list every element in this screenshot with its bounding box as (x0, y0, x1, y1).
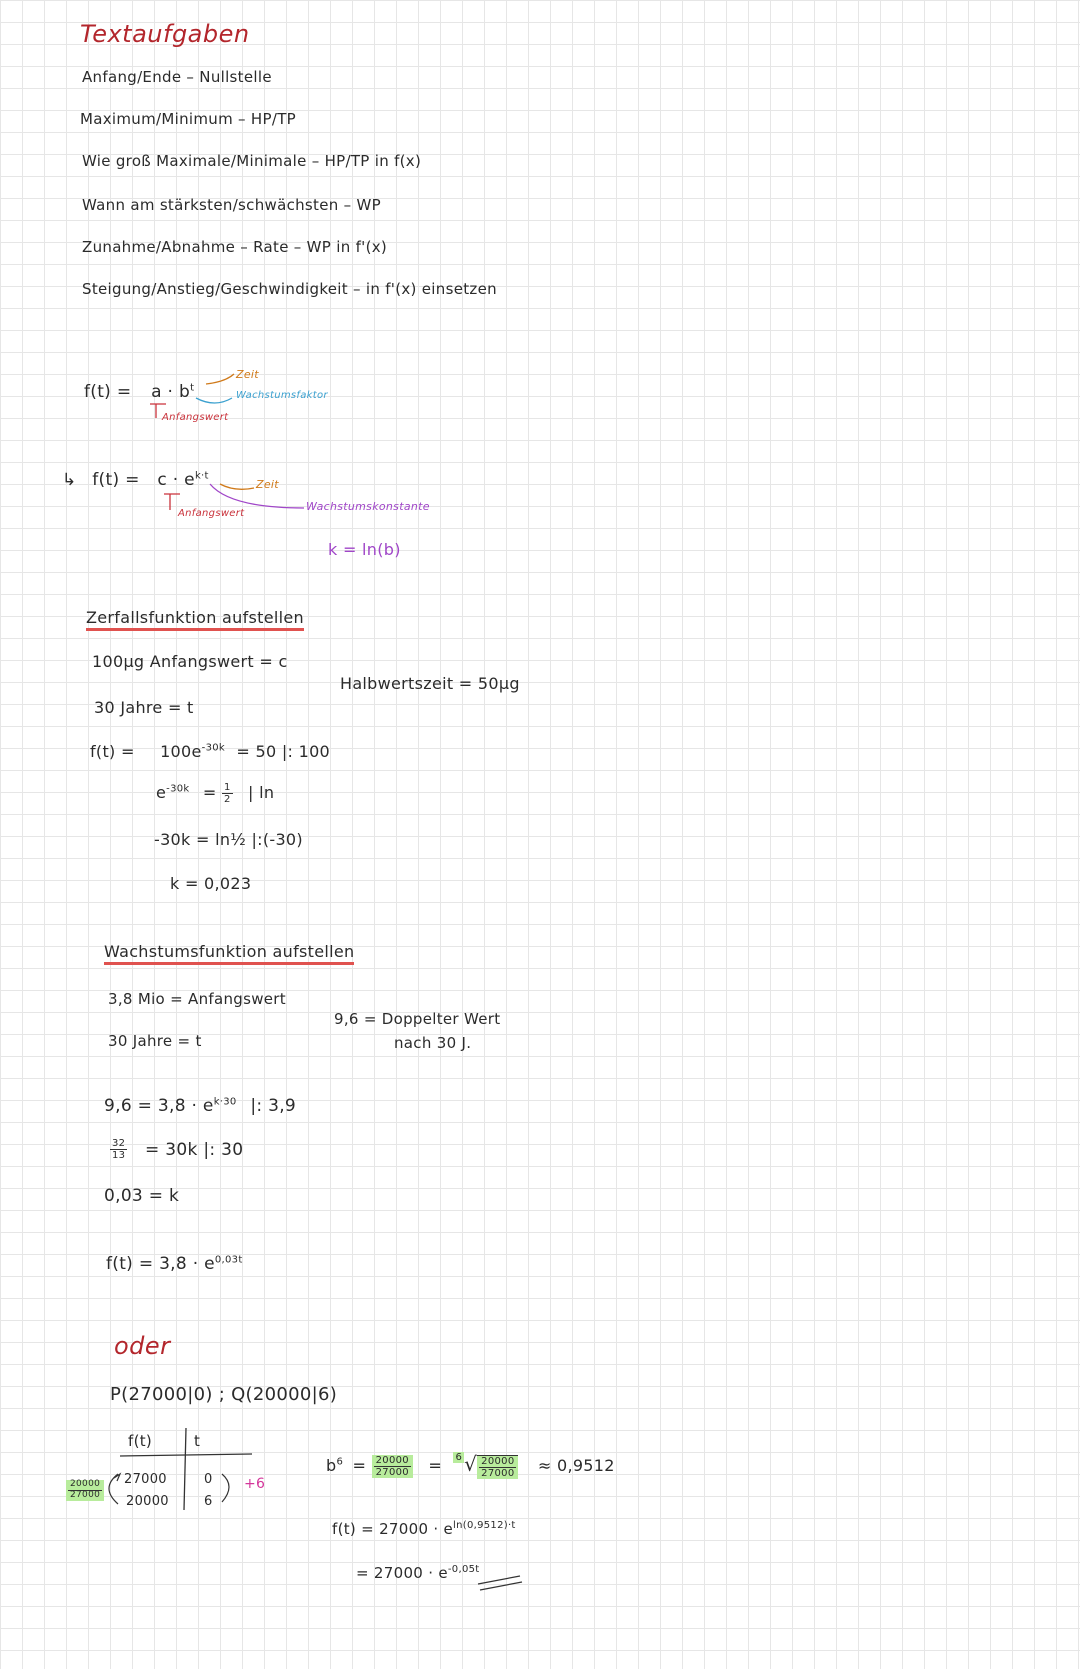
double-underline (478, 1576, 520, 1584)
table-cell: 27000 (124, 1472, 167, 1487)
frac-num: 1 (223, 782, 231, 793)
f1-lhs: f(t) = 27000 · e (332, 1520, 454, 1538)
wachstum-eq4-lhs: f(t) = 3,8 · e (106, 1254, 215, 1274)
b-fraction (372, 1455, 413, 1478)
curve-zeit-2 (220, 484, 254, 489)
frac-den: 27000 (481, 1467, 515, 1479)
zerfall-eq2-op: | ln (248, 783, 275, 802)
halbwertszeit: Halbwertszeit = 50µg (340, 674, 520, 693)
wachstum-line1: 3,8 Mio = Anfangswert (108, 990, 286, 1008)
zerfall-eq2-eq: = (202, 783, 217, 802)
curve-zeit (206, 374, 234, 384)
wachstum-eq3: 0,03 = k (104, 1186, 180, 1206)
table-cell: 20000 (126, 1494, 169, 1509)
rule-item: Wann am stärksten/schwächsten – WP (82, 196, 381, 214)
wachstum-eq2 (110, 1138, 243, 1161)
frac-den: 2 (223, 794, 231, 805)
section-heading-oder: oder (114, 1332, 171, 1360)
label-anfangswert: Anfangswert (162, 412, 229, 423)
arrow-icon: ↳ (62, 470, 77, 490)
curve-wachstum (196, 398, 232, 403)
rule-item: Steigung/Anstieg/Geschwindigkeit – in f'(x) einsetzen (82, 280, 497, 298)
brace-ratio (109, 1474, 118, 1504)
zerfall-eq4: k = 0,023 (170, 874, 252, 893)
table-cell: 0 (204, 1472, 213, 1487)
label-zeit-2: Zeit (256, 478, 279, 491)
wachstum-note1: 9,6 = Doppelter Wert (334, 1010, 501, 1028)
fraction-32-13 (110, 1138, 127, 1161)
section-heading-wachstum: Wachstumsfunktion aufstellen (104, 942, 354, 965)
ratio-fraction (66, 1480, 104, 1501)
rule-item: Anfang/Ende – Nullstelle (82, 68, 272, 86)
wachstum-eq1-lhs: 9,6 = 3,8 · e (104, 1096, 214, 1116)
root-fraction (477, 1455, 518, 1479)
wachstum-eq4 (106, 1254, 243, 1274)
wachstum-note2: nach 30 J. (394, 1034, 472, 1052)
k-relation: k = ln(b) (328, 540, 401, 559)
frac-num: 32 (112, 1138, 126, 1149)
table-step: +6 (244, 1476, 266, 1492)
formula1-exp: t (190, 382, 195, 394)
frac-den: 27000 (375, 1467, 409, 1478)
table-ratio (66, 1480, 104, 1501)
table-vline (184, 1428, 186, 1510)
table-header-t: t (194, 1432, 201, 1450)
zerfall-eq1 (90, 742, 330, 761)
label-wachstumskonstante: Wachstumskonstante (306, 500, 430, 513)
b-exp: 6 (336, 1456, 344, 1468)
final-function-2 (356, 1564, 480, 1582)
formula1-dot: · (167, 382, 174, 402)
f2-lhs: = 27000 · e (356, 1564, 448, 1582)
label-zeit: Zeit (236, 368, 259, 381)
zerfall-eq2-base: e (156, 783, 167, 802)
frac-den: 13 (112, 1150, 126, 1161)
formula-growth-factor (84, 382, 194, 402)
frac-num: 20000 (375, 1455, 409, 1466)
zerfall-line: 100µg Anfangswert = c (92, 652, 288, 671)
frac-den: 27000 (70, 1489, 101, 1500)
formula2-exp: k·t (194, 470, 209, 482)
wachstum-eq1 (104, 1096, 296, 1116)
f1-exp: ln(0,9512)·t (453, 1520, 516, 1531)
zerfall-eq1-rhs: = 50 |: 100 (236, 742, 331, 761)
double-underline (480, 1582, 522, 1590)
zerfall-eq1-exp: -30k (201, 742, 225, 754)
approx-value: ≈ 0,9512 (537, 1456, 615, 1475)
formula1-a: a (151, 382, 162, 402)
rule-item: Maximum/Minimum – HP/TP (80, 110, 296, 128)
formula1-b: b (178, 382, 191, 402)
rule-item: Zunahme/Abnahme – Rate – WP in f'(x) (82, 238, 388, 256)
oder-points: P(27000|0) ; Q(20000|6) (110, 1384, 338, 1405)
zerfall-eq3: -30k = ln½ |:(-30) (154, 830, 303, 849)
zerfall-eq2 (156, 782, 274, 805)
root-index: 6 (455, 1452, 463, 1463)
b-power-equation (326, 1452, 615, 1479)
formula2-c: c (157, 470, 168, 490)
table-header-ft: f(t) (128, 1432, 153, 1450)
frac-num: 20000 (481, 1455, 515, 1467)
table-cell: 6 (204, 1494, 213, 1509)
root-icon: √ (464, 1452, 478, 1476)
rule-item: Wie groß Maximale/Minimale – HP/TP in f(x) (82, 152, 422, 170)
wachstum-eq1-exp: k·30 (213, 1096, 237, 1108)
zerfall-eq2-exp: -30k (166, 783, 190, 795)
final-function-1 (332, 1520, 516, 1538)
f2-exp: -0,05t (447, 1564, 480, 1575)
b-lhs: b (326, 1456, 337, 1475)
formula2-e: e (184, 470, 195, 490)
zerfall-eq1-lhs: f(t) = (90, 742, 135, 761)
label-wachstumsfaktor: Wachstumsfaktor (236, 390, 328, 401)
formula1-lhs: f(t) = (84, 382, 132, 402)
wachstum-eq1-op: |: 3,9 (250, 1096, 297, 1116)
zerfall-line: 30 Jahre = t (94, 698, 194, 717)
brace-step (222, 1474, 229, 1502)
frac-num: 20000 (70, 1479, 101, 1489)
wachstum-line2: 30 Jahre = t (108, 1032, 202, 1050)
root-eq: = (428, 1456, 443, 1475)
arrow-ratio (114, 1474, 120, 1481)
label-anfangswert-2: Anfangswert (178, 508, 245, 519)
zerfall-eq1-base: 100e (160, 742, 202, 761)
fraction-one-half (222, 782, 233, 805)
formula2-dot: · (172, 470, 179, 490)
page-title: Textaufgaben (80, 20, 250, 48)
formula-growth-constant (62, 470, 209, 490)
b-eq: = (352, 1456, 367, 1475)
table-hline (120, 1454, 252, 1456)
section-heading-zerfall: Zerfallsfunktion aufstellen (86, 608, 304, 631)
wachstum-eq4-exp: 0,03t (214, 1254, 243, 1266)
formula2-lhs: f(t) = (92, 470, 140, 490)
wachstum-eq2-rest: = 30k |: 30 (145, 1139, 244, 1160)
